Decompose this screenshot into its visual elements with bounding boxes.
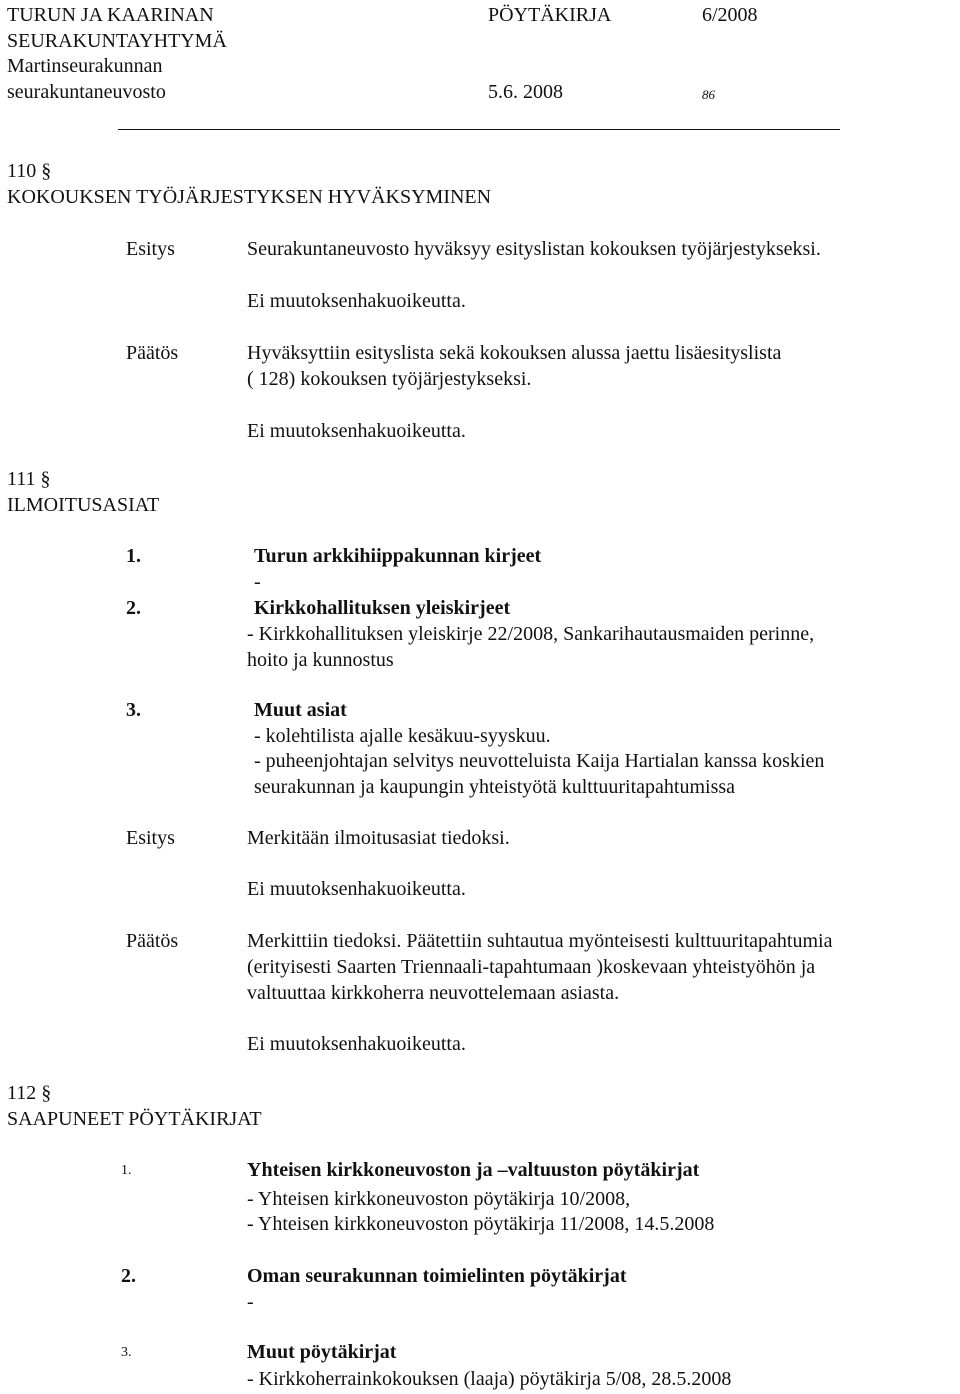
list-item-number: 1. xyxy=(126,545,141,567)
no-appeal-note: Ei muutoksenhakuoikeutta. xyxy=(247,290,466,312)
list-item-title: Oman seurakunnan toimielinten pöytäkirjat xyxy=(247,1265,627,1287)
section-title: ILMOITUSASIAT xyxy=(7,494,160,516)
paatos-text-line2: ( 128) kokouksen työjärjestykseksi. xyxy=(247,368,532,390)
list-item-detail: - kolehtilista ajalle kesäkuu-syyskuu. xyxy=(254,725,551,747)
org-name-line3: Martinseurakunnan xyxy=(7,55,163,77)
no-appeal-note: Ei muutoksenhakuoikeutta. xyxy=(247,420,466,442)
list-item-detail: - Kirkkoherrainkokouksen (laaja) pöytäkirja 5/08, 28.5.2008 xyxy=(247,1368,732,1390)
list-item-dash: - xyxy=(247,1291,254,1313)
section-sign: § xyxy=(41,1082,52,1104)
org-name-line4: seurakuntaneuvosto xyxy=(7,81,166,103)
list-item-detail: - Yhteisen kirkkoneuvoston pöytäkirja 10/2008, xyxy=(247,1188,631,1210)
paatos-label: Päätös xyxy=(126,930,179,952)
no-appeal-note: Ei muutoksenhakuoikeutta. xyxy=(247,1033,466,1055)
handwritten-page-number: 86 xyxy=(702,87,715,102)
section-sign: § xyxy=(41,160,52,182)
list-item-title: Muut pöytäkirjat xyxy=(247,1341,397,1363)
list-item-title: Turun arkkihiippakunnan kirjeet xyxy=(254,545,542,567)
document-number: 6/2008 xyxy=(702,4,758,26)
list-item-title: Yhteisen kirkkoneuvoston ja –valtuuston pöytäkirjat xyxy=(247,1159,700,1181)
paatos-text-line2: (erityisesti Saarten Triennaali-tapahtumaan )koskevaan yhteistyöhön ja xyxy=(247,956,816,978)
list-item-detail: hoito ja kunnostus xyxy=(247,649,394,671)
section-number: 111 § xyxy=(7,468,51,490)
no-appeal-note: Ei muutoksenhakuoikeutta. xyxy=(247,878,466,900)
section-title: KOKOUKSEN TYÖJÄRJESTYKSEN HYVÄKSYMINEN xyxy=(7,186,492,208)
list-item-title: Muut asiat xyxy=(254,699,347,721)
list-item-number: 1. xyxy=(121,1163,132,1178)
section-number: 112 § xyxy=(7,1082,52,1104)
list-item-number: 3. xyxy=(126,699,141,721)
list-item-detail: - Yhteisen kirkkoneuvoston pöytäkirja 11/2008, 14.5.2008 xyxy=(247,1213,715,1235)
paatos-label: Päätös xyxy=(126,342,179,364)
list-item-title: Kirkkohallituksen yleiskirjeet xyxy=(254,597,511,619)
org-name-line1: TURUN JA KAARINAN xyxy=(7,4,214,26)
section-title: SAAPUNEET PÖYTÄKIRJAT xyxy=(7,1108,262,1130)
list-item-detail: - Kirkkohallituksen yleiskirje 22/2008, Sankarihautausmaiden perinne, xyxy=(247,623,815,645)
document-type: PÖYTÄKIRJA xyxy=(488,4,612,26)
esitys-text: Merkitään ilmoitusasiat tiedoksi. xyxy=(247,827,510,849)
paatos-text-line1: Hyväksyttiin esityslista sekä kokouksen alussa jaettu lisäesityslista xyxy=(247,342,782,364)
esitys-label: Esitys xyxy=(126,827,175,849)
list-item-dash: - xyxy=(254,571,261,593)
paatos-text-line3: valtuuttaa kirkkoherra neuvottelemaan asiasta. xyxy=(247,982,620,1004)
org-name-line2: SEURAKUNTAYHTYMÄ xyxy=(7,30,227,52)
section-number: 110 § xyxy=(7,160,52,182)
header-divider xyxy=(118,129,840,130)
list-item-number: 2. xyxy=(126,597,141,619)
paatos-text-line1: Merkittiin tiedoksi. Päätettiin suhtautua myönteisesti kulttuuritapahtumia xyxy=(247,930,833,952)
meeting-date: 5.6. 2008 xyxy=(488,81,563,103)
list-item-detail: seurakunnan ja kaupungin yhteistyötä kulttuuritapahtumissa xyxy=(254,776,736,798)
section-sign: § xyxy=(40,468,51,490)
list-item-number: 3. xyxy=(121,1345,132,1360)
list-item-number: 2. xyxy=(121,1265,136,1287)
list-item-detail: - puheenjohtajan selvitys neuvotteluista Kaija Hartialan kanssa koskien xyxy=(254,750,825,772)
esitys-label: Esitys xyxy=(126,238,175,260)
esitys-text: Seurakuntaneuvosto hyväksyy esityslistan kokouksen työjärjestykseksi. xyxy=(247,238,821,260)
